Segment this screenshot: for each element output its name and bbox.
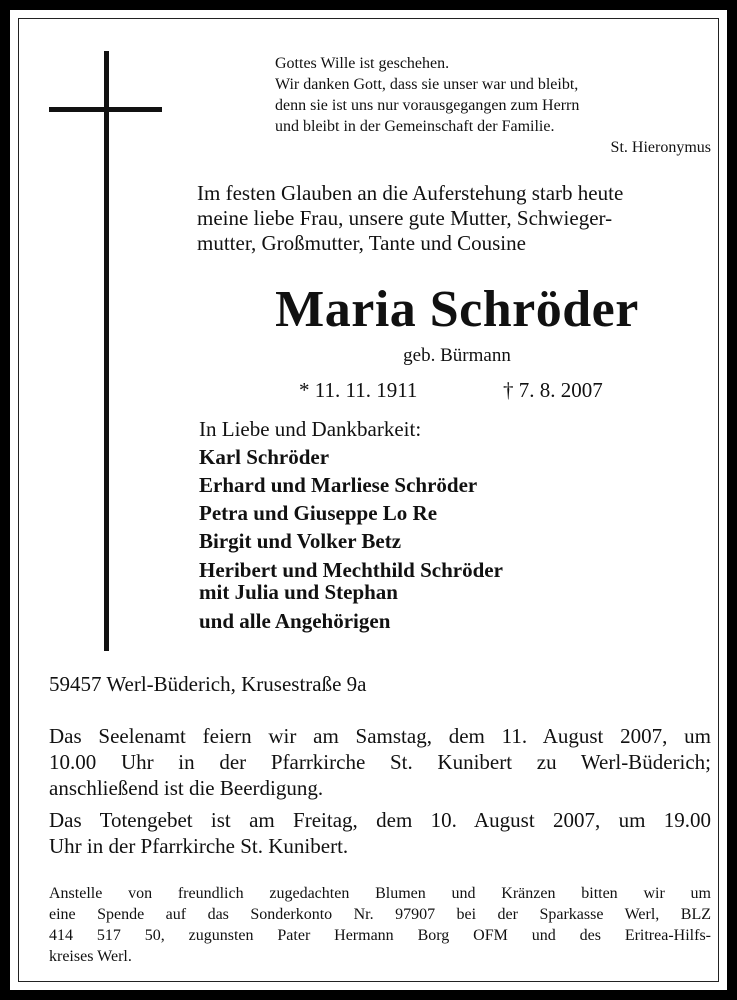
inner-border [18, 18, 719, 982]
mourner-name: Birgit und Volker Betz [199, 529, 402, 553]
donation-line: kreises Werl. [49, 948, 132, 965]
prayer-info [49, 807, 711, 859]
quote-line: und bleibt in der Gemeinschaft der Familie. [275, 118, 555, 135]
mourner-name: Heribert und Mechthild Schröder [199, 558, 503, 582]
mourner-name: Petra und Giuseppe Lo Re [199, 501, 438, 525]
donation-line: eine Spende auf das Sonderkonto Nr. 97907 bei der Sparkasse Werl, BLZ [49, 906, 711, 923]
address: 59457 Werl-Büderich, Krusestraße 9a [49, 672, 367, 696]
quote-line: Wir danken Gott, dass sie unser war und bleibt, [275, 76, 579, 93]
mourner-name: Karl Schröder [199, 445, 330, 469]
mourner-name: Erhard und Marliese Schröder [199, 473, 478, 497]
requiem-line: Das Seelenamt feiern wir am Samstag, dem 11. August 2007, um [49, 724, 711, 748]
mourners-lead: In Liebe und Dankbarkeit: [199, 417, 422, 441]
intro-line: Im festen Glauben an die Auferstehung starb heute [197, 181, 624, 205]
cross-vertical-bar [104, 51, 109, 651]
maiden-name: geb. Bürmann [403, 345, 511, 366]
requiem-line: 10.00 Uhr in der Pfarrkirche St. Kunibert zu Werl-Büderich; [49, 750, 711, 774]
donation-line: Anstelle von freundlich zugedachten Blumen und Kränzen bitten wir um [49, 885, 711, 902]
mourner-name: mit Julia und Stephan [199, 580, 398, 604]
donation-line: 414 517 50, zugunsten Pater Hermann Borg OFM und des Eritrea-Hilfs- [49, 927, 711, 944]
bible-quote [275, 53, 711, 158]
birth-date: * 11. 11. 1911 [299, 378, 418, 402]
cross-horizontal-bar [49, 107, 162, 112]
donation-note [49, 883, 711, 967]
quote-line: Gottes Wille ist geschehen. [275, 55, 450, 72]
death-date: † 7. 8. 2007 [503, 378, 603, 402]
prayer-line: Das Totengebet ist am Freitag, dem 10. August 2007, um 19.00 [49, 808, 711, 832]
quote-line: denn sie ist uns nur vorausgegangen zum Herrn [275, 97, 580, 114]
intro-text [197, 181, 717, 256]
quote-author: St. Hieronymus [610, 139, 711, 156]
intro-line: mutter, Großmutter, Tante und Cousine [197, 231, 526, 255]
deceased-name: Maria Schröder [275, 281, 639, 338]
requiem-info [49, 723, 711, 801]
mourners-list [199, 415, 719, 635]
mourner-name: und alle Angehörigen [199, 609, 391, 633]
prayer-line: Uhr in der Pfarrkirche St. Kunibert. [49, 834, 349, 858]
obituary-notice [10, 10, 727, 990]
requiem-line: anschließend ist die Beerdigung. [49, 776, 324, 800]
intro-line: meine liebe Frau, unsere gute Mutter, Schwieger- [197, 206, 613, 230]
